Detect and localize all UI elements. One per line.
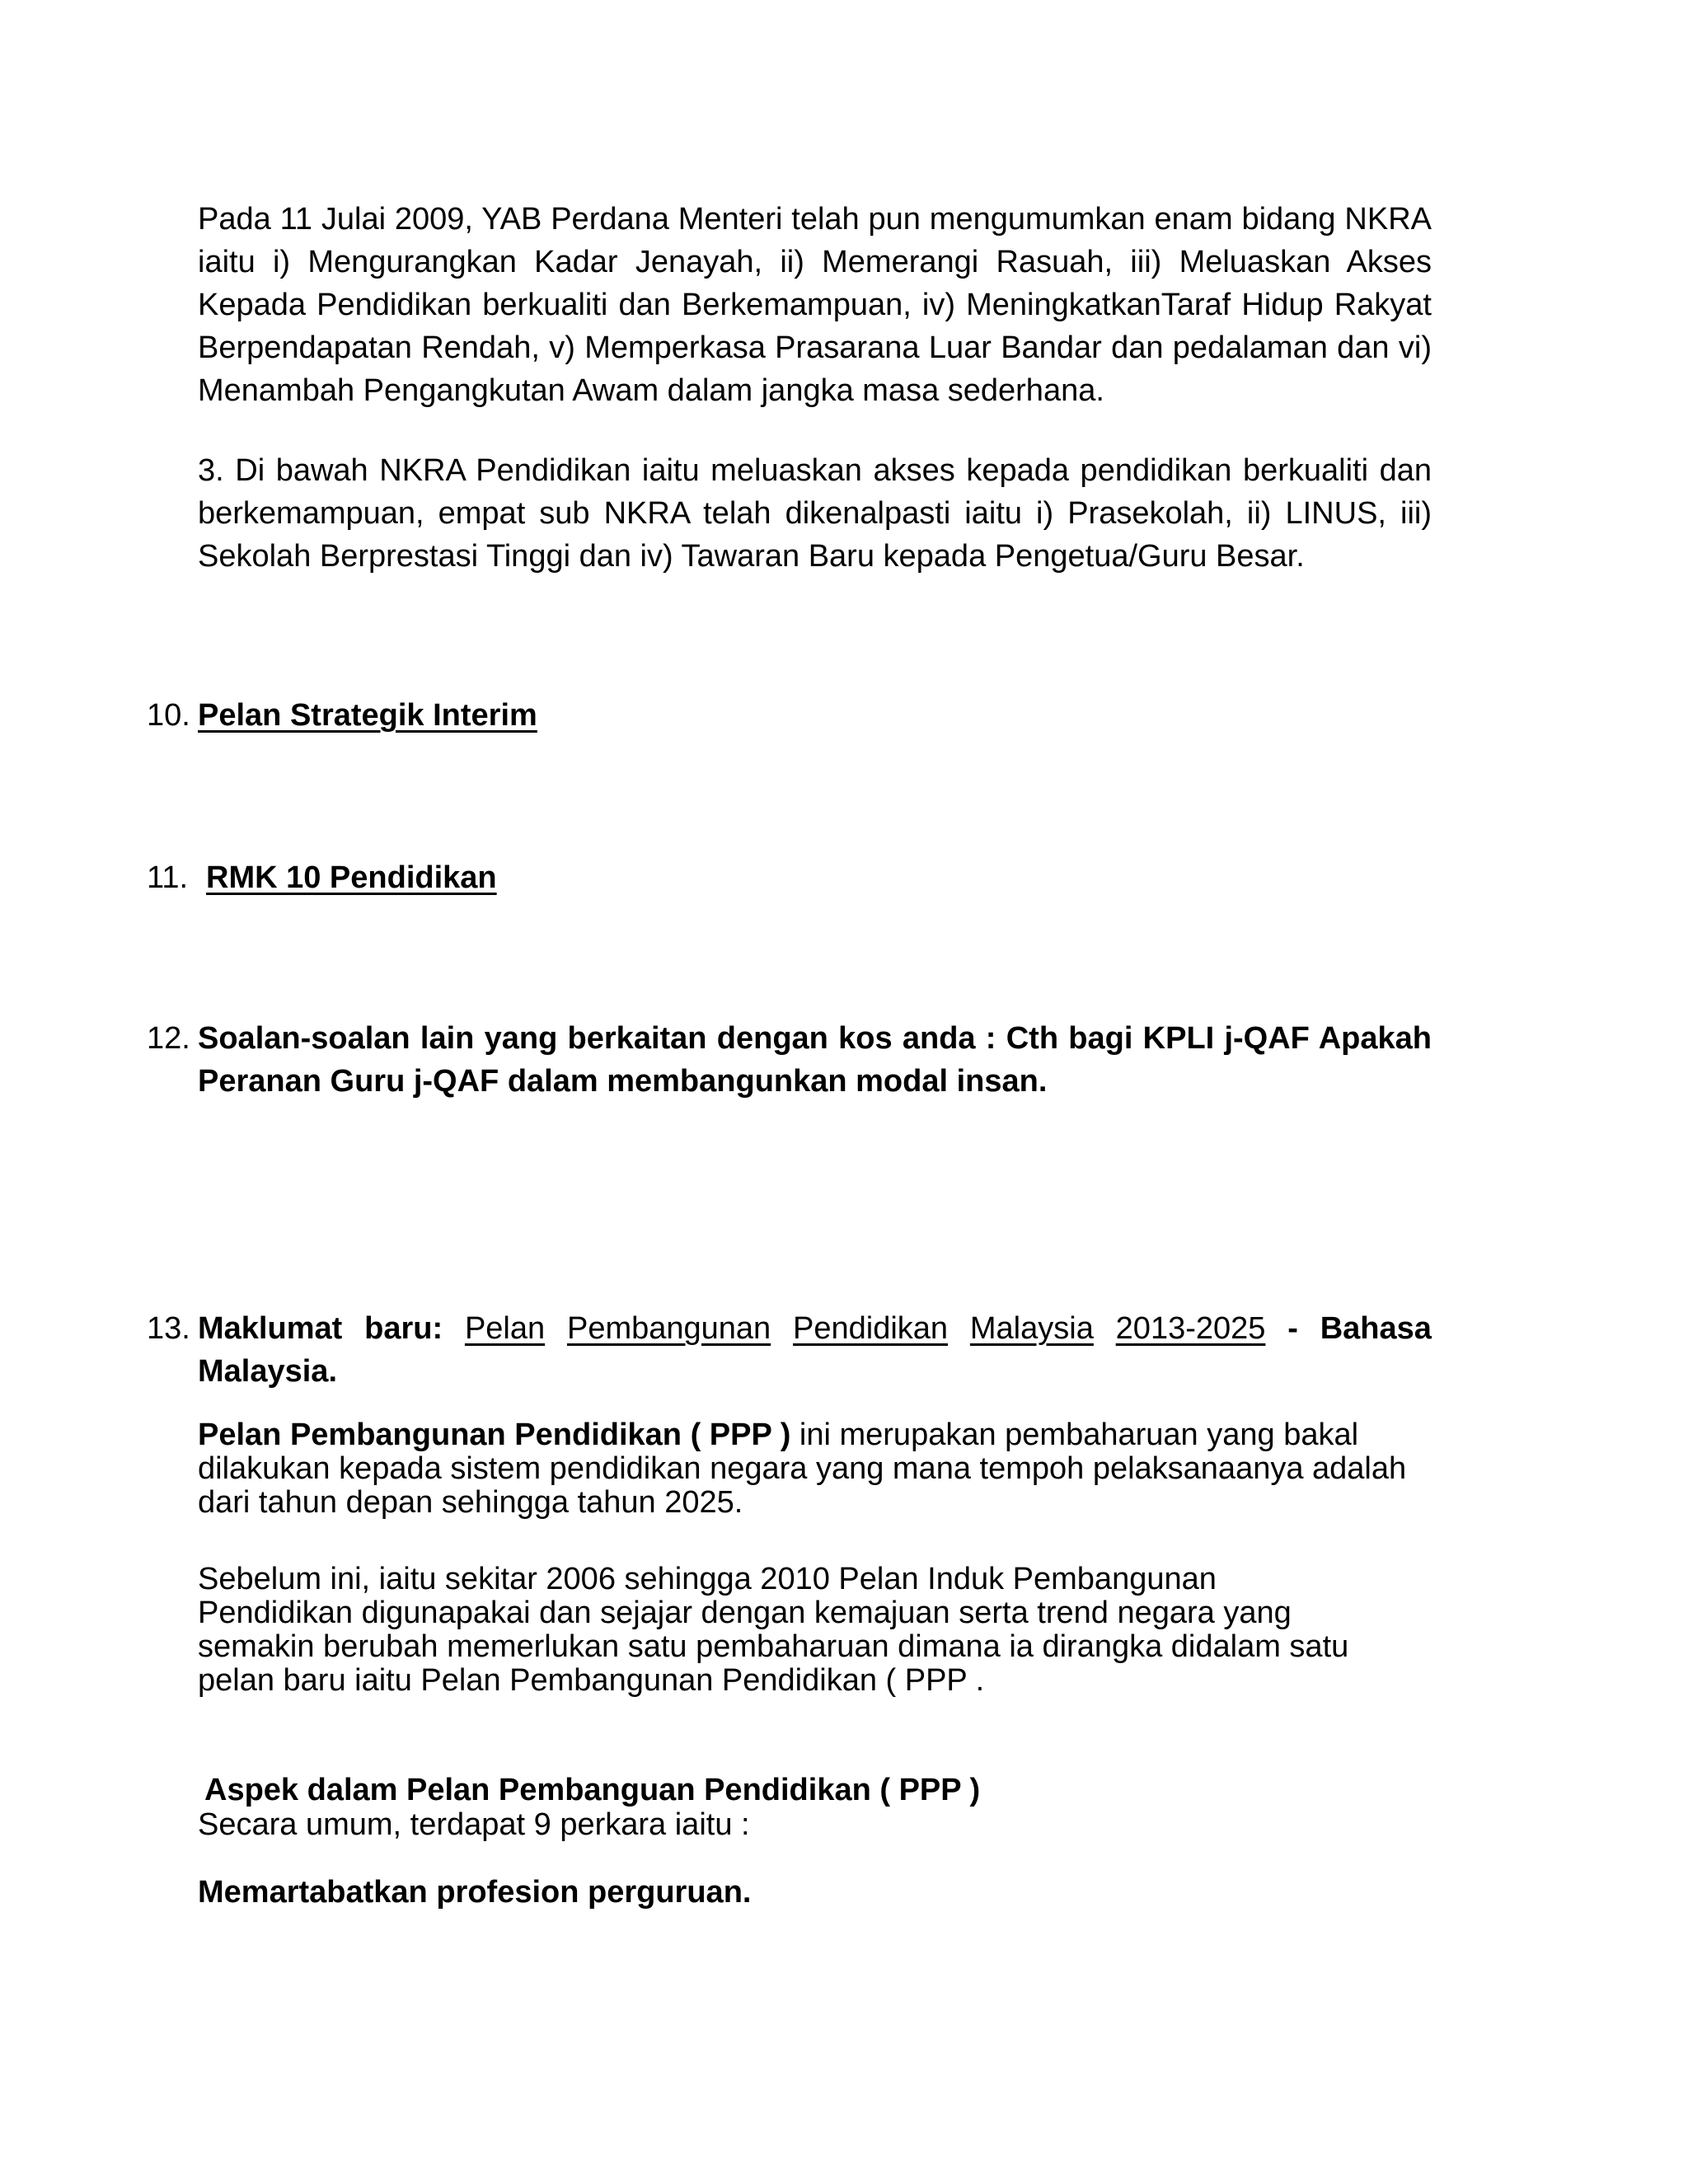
item-13-word: 2013-2025	[1115, 1311, 1266, 1346]
item-10-heading: Pelan Strategik Interim	[198, 698, 537, 733]
item-13-word: Pelan	[464, 1311, 546, 1346]
ppp-intro-bold: Pelan Pembangunan Pendidikan ( PPP )	[198, 1418, 791, 1452]
item-12-number: 12.	[147, 1021, 190, 1056]
item-13-word: -	[1287, 1311, 1298, 1346]
item-12-question: Soalan-soalan lain yang berkaitan dengan kos anda : Cth bagi KPLI j-QAF Apakah Peranan Guru j-QAF dalam membangunkan modal insan.	[198, 1021, 1432, 1099]
item-13-word: Pembangunan	[566, 1311, 771, 1346]
item-11-heading: RMK 10 Pendidikan	[206, 860, 497, 895]
item-13-word: Maklumat	[198, 1311, 343, 1346]
item-13-word: Pendidikan	[793, 1311, 949, 1346]
item-13-word: baru:	[364, 1311, 443, 1346]
item-13-line-2: Malaysia.	[198, 1354, 337, 1389]
item-13-line-1	[198, 1307, 1432, 1350]
aspek-subtext: Secara umum, terdapat 9 perkara iaitu :	[198, 1807, 750, 1842]
aspek-heading: Aspek dalam Pelan Pembanguan Pendidikan ( PPP )	[204, 1773, 981, 1807]
paragraph-ppp-intro	[198, 1418, 1451, 1520]
paragraph-sebelum: Sebelum ini, iaitu sekitar 2006 sehingga 2010 Pelan Induk Pembangunan Pendidikan digunapakai dan sejajar dengan kemajuan serta trend negara yang semakin berubah memerlukan satu pembaharuan dimana ia dirangka didalam satu pelan baru iaitu Pelan Pembangunan Pendidikan ( PPP .	[198, 1562, 1349, 1698]
item-13-word: Malaysia	[969, 1311, 1094, 1346]
item-13-heading	[198, 1307, 1432, 1393]
item-11-number: 11.	[147, 860, 189, 895]
item-10-number: 10.	[147, 698, 190, 733]
item-13-number: 13.	[147, 1311, 190, 1346]
aspek-item-1: Memartabatkan profesion perguruan.	[198, 1875, 752, 1910]
paragraph-3: 3. Di bawah NKRA Pendidikan iaitu meluaskan akses kepada pendidikan berkualiti dan berkemampuan, empat sub NKRA telah dikenalpasti iaitu i) Prasekolah, ii) LINUS, iii) Sekolah Berprestasi Tinggi dan iv) Tawaran Baru kepada Pengetua/Guru Besar.	[198, 453, 1432, 574]
paragraph-nkra: Pada 11 Julai 2009, YAB Perdana Menteri telah pun mengumumkan enam bidang NKRA iaitu i) Mengurangkan Kadar Jenayah, ii) Memerangi Rasuah, iii) Meluaskan Akses Kepada Pendidikan berkualiti dan Berkemampuan, iv) MeningkatkanTaraf Hidup Rakyat Berpendapatan Rendah, v) Memperkasa Prasarana Luar Bandar dan pedalaman dan vi) Menambah Pengangkutan Awam dalam jangka masa sederhana.	[198, 202, 1432, 408]
ppp-intro-text: ini merupakan pembaharuan yang bakal dilakukan kepada sistem pendidikan negara yang mana tempoh pelaksanaanya adalah dari tahun depan sehingga tahun 2025.	[198, 1418, 1407, 1520]
item-13-word: Bahasa	[1320, 1311, 1432, 1346]
